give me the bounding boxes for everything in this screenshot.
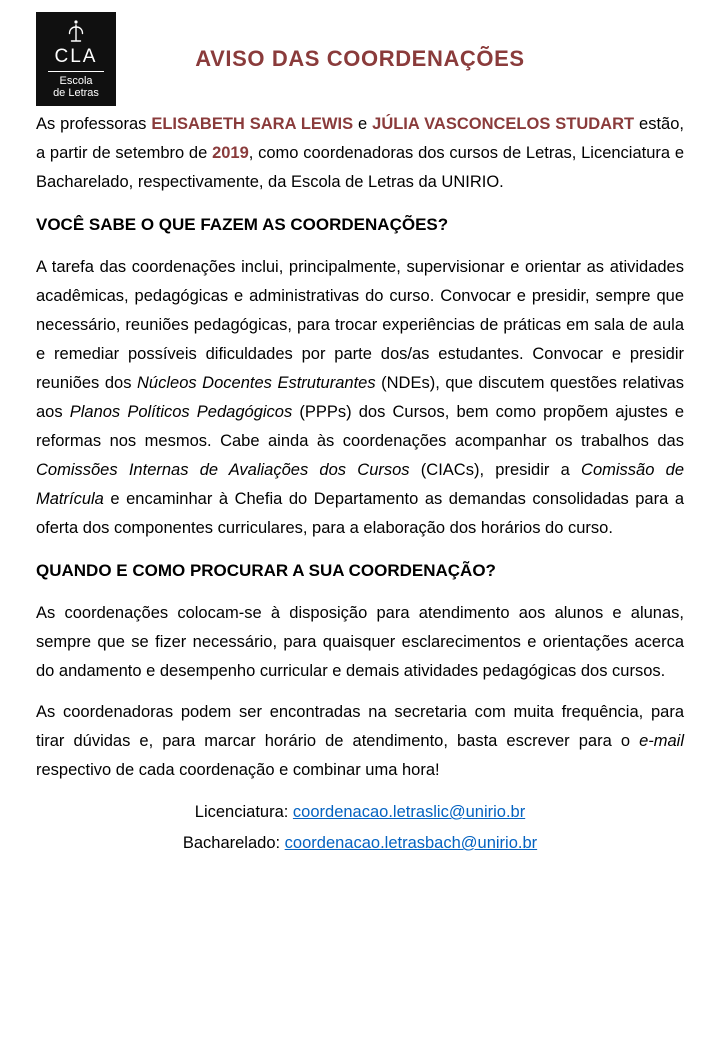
text-segment: , como coordenadoras dos cursos de Letras, Licenciatura e Bacharelado, respectivamente, da Escola de Letras da UNIRIO. — [36, 144, 685, 191]
text-segment: As coordenações colocam-se à disposição para atendimento aos alunos e alunas, sempre que se fizer necessário, para quaisquer esclarecimentos e orientações acerca do andamento e desempenho curricular e demais atividades pedagógicas dos cursos. — [36, 604, 684, 680]
text-segment: Comissão de Matrícula — [36, 461, 684, 508]
document-body — [36, 110, 684, 859]
professor-name-1: ELISABETH SARA LEWIS — [151, 115, 354, 133]
page-title: AVISO DAS COORDENAÇÕES — [195, 46, 525, 71]
text-segment: (NDEs), que discutem questões relativas aos — [36, 374, 684, 421]
logo-divider — [48, 71, 104, 72]
logo-acronym: CLA — [54, 46, 98, 67]
text-segment: As professoras — [36, 115, 152, 133]
text-segment: e-mail — [639, 732, 684, 750]
tasks-paragraph — [36, 253, 684, 543]
text-segment: Planos Políticos Pedagógicos — [69, 403, 293, 421]
text-segment: estão, a partir de setembro de — [36, 115, 684, 162]
text-segment: Comissões Internas de Avaliações dos Cursos — [36, 461, 410, 479]
availability-paragraph — [36, 599, 684, 686]
licenciatura-contact-line — [36, 797, 684, 828]
text-segment: Bacharelado: — [182, 834, 285, 852]
text-segment: (CIACs), presidir a — [409, 461, 582, 479]
text-segment: respectivo de cada coordenação e combinar uma hora! — [36, 761, 440, 779]
start-year: 2019 — [212, 144, 249, 162]
section-heading-when-how-to-contact: QUANDO E COMO PROCURAR A SUA COORDENAÇÃO? — [36, 561, 496, 580]
text-segment: e encaminhar à Chefia do Departamento as demandas consolidadas para a oferta dos componentes curriculares, para a elaboração dos horários do curso. — [36, 490, 684, 537]
torch-emblem-icon — [64, 19, 88, 45]
section-heading-what-coordinations-do: VOCÊ SABE O QUE FAZEM AS COORDENAÇÕES? — [36, 215, 449, 234]
text-segment: (PPPs) dos Cursos, bem como propõem ajustes e reformas nos mesmos. Cabe ainda às coordenações acompanhar os trabalhos das — [36, 403, 684, 450]
text-segment: Licenciatura: — [194, 803, 293, 821]
text-segment: e — [353, 115, 373, 133]
text-segment: A tarefa das coordenações inclui, principalmente, supervisionar e orientar as atividades acadêmicas, pedagógicas e administrativas do curso. Convocar e presidir, sempre que necessário, reuniões pedagógicas, para trocar experiências de práticas em sala de aula e remediar possíveis dificuldades por parte dos/as estudantes. Convocar e presidir reuniões dos — [36, 258, 684, 392]
text-segment: Núcleos Docentes Estruturantes — [137, 374, 376, 392]
professor-name-2: JÚLIA VASCONCELOS STUDART — [372, 115, 635, 133]
bacharelado-contact-line — [36, 828, 684, 859]
intro-paragraph — [36, 110, 684, 197]
contact-method-paragraph — [36, 698, 684, 785]
document-header — [36, 0, 684, 110]
licenciatura-email-link[interactable]: coordenacao.letraslic@unirio.br — [292, 803, 526, 821]
bacharelado-email-link[interactable]: coordenacao.letrasbach@unirio.br — [284, 834, 538, 852]
logo-school-line-1: Escola — [59, 75, 93, 87]
contact-emails — [36, 797, 684, 859]
text-segment: As coordenadoras podem ser encontradas na secretaria com muita frequência, para tirar dúvidas e, para marcar horário de atendimento, basta escrever para o — [36, 703, 684, 750]
cla-logo — [36, 12, 116, 106]
logo-school-line-2: de Letras — [53, 87, 99, 99]
